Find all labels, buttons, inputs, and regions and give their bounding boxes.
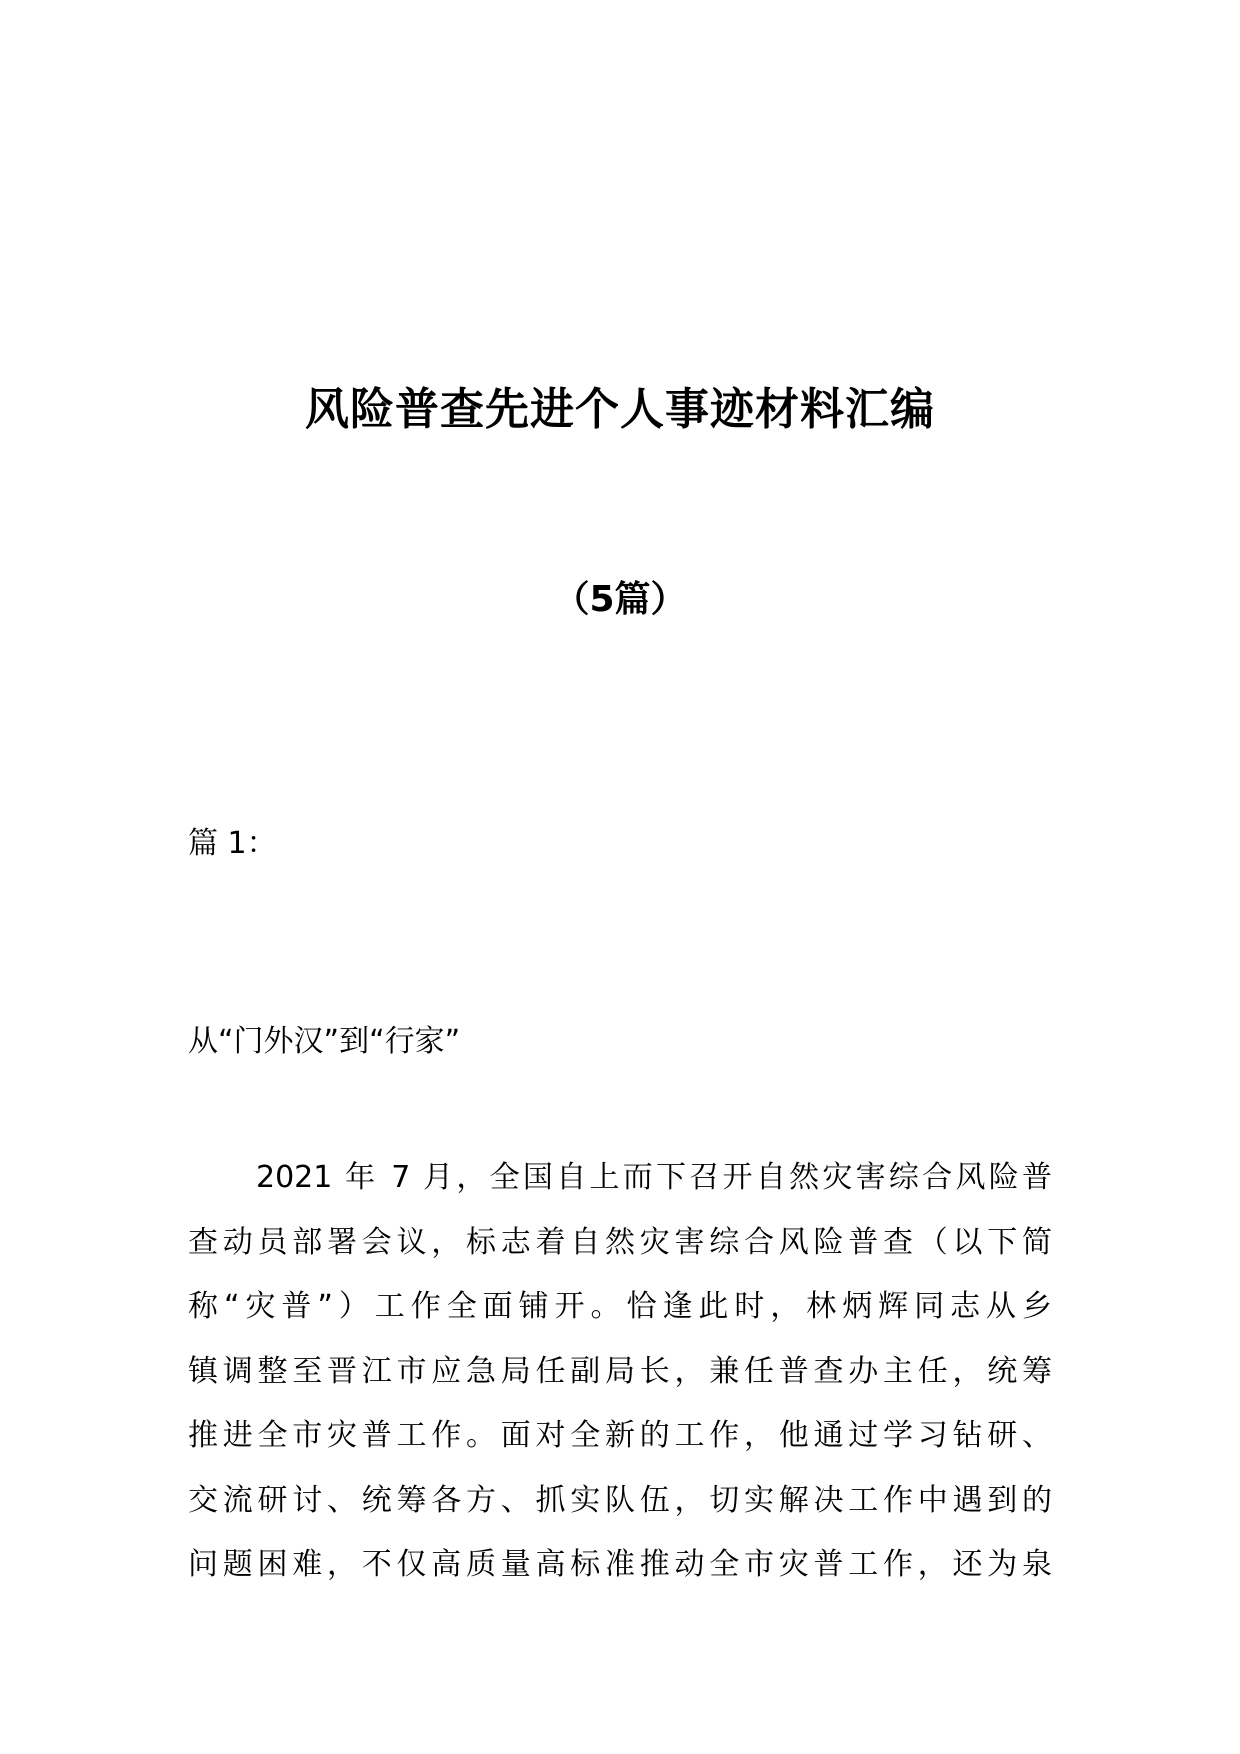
paragraph-line: 问题困难，不仅高质量高标准推动全市灾普工作，还为泉	[188, 1547, 1052, 1582]
paragraph-line: 交流研讨、统筹各方、抓实队伍，切实解决工作中遇到的	[188, 1482, 1052, 1518]
paragraph-line: 2021 年 7 月，全国自上而下召开自然灾害综合风险普	[256, 1160, 1052, 1195]
article-title: 从“门外汉”到“行家”	[188, 1024, 461, 1059]
body-paragraph	[188, 1146, 1052, 1598]
paragraph-line: 镇调整至晋江市应急局任副局长，兼任普查办主任，统筹	[188, 1353, 1052, 1389]
section-label: 篇 1：	[188, 826, 277, 861]
paragraph-line: 称“灾普”）工作全面铺开。恰逢此时，林炳辉同志从乡	[188, 1289, 1052, 1324]
document-subtitle: （5篇）	[553, 579, 687, 620]
paragraph-line: 推进全市灾普工作。面对全新的工作，他通过学习钻研、	[188, 1418, 1052, 1453]
document-title: 风险普查先进个人事迹材料汇编	[305, 384, 935, 435]
paragraph-line: 查动员部署会议，标志着自然灾害综合风险普查（以下简	[188, 1224, 1052, 1260]
